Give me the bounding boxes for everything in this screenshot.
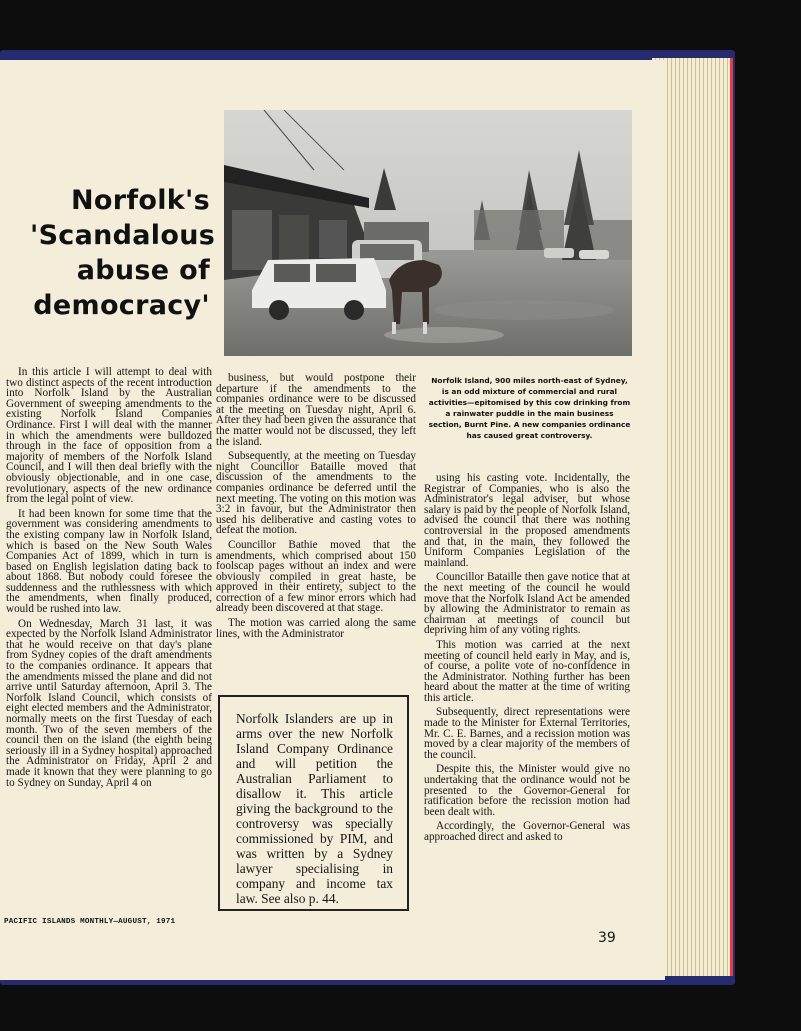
paragraph: Councillor Bathie moved that the amendments, which comprised about 150 foolscap pages without an index and were obviously compiled in great haste, be approved in their entirety, subject to the correction of a few minor errors which had already been discovered at that stage. [216, 538, 416, 615]
street-photo [224, 110, 632, 356]
paragraph: Councillor Bataille then gave notice that at the next meeting of the council he would move that the Norfolk Island Act be amended by allowing the Administrator to remain as chairman at meetings of council but depriving him of any voting rights. [424, 571, 630, 637]
street-scene-image [224, 110, 632, 356]
paragraph: On Wednesday, March 31 last, it was expected by the Norfolk Island Administrator that he would receive on that day's plane from Sydney copies of the draft amendments to the companies ordinance. It appears that the amendments missed the plane and did not arrive until Saturday afternoon, April 3. The Norfolk Island Council, which consists of eight elected members and the Administrator, normally meets on the first Tuesday of each month. Two of the seven members of the council then on the island (the eighth being seriously ill in a Sydney hospital) approached the Administrator on Friday, April 2 and made it known that they were planning to go to Sydney on Sunday, April 4 on [6, 617, 212, 789]
title-line: 'Scandalous [30, 220, 216, 251]
paragraph: using his casting vote. Incidentally, the Registrar of Companies, who is also the Administrator's legal adviser, but whose salary is paid by the people of Norfolk Island, advised the council that there was nothing controversial in the proposed amendments and that, in the main, they followed the Uniform Companies Legislation of the mainland. [424, 472, 630, 569]
callout-text: Norfolk Islanders are up in arms over the new Norfolk Island Company Ordinance and will petition the Australian Parliament to disallow it. This article giving the background to the controversy was specially commissioned by PIM, and was written by a Sydney lawyer specialising in company and income tax law. See also p. 44. [236, 711, 393, 906]
paragraph: The motion was carried along the same lines, with the Administrator [216, 617, 416, 640]
callout-box [218, 695, 409, 911]
paragraph: Subsequently, direct representations were made to the Minister for External Territories, Mr. C. E. Barnes, and a recission motion was moved by a clear majority of the members of the council. [424, 706, 630, 761]
article-title [30, 183, 216, 323]
paragraph: In this article I will attempt to deal with two distinct aspects of the recent introduction into Norfolk Island by the Australian Government of sweeping amendments to the existing Norfolk Island Companies Ordinance. First I will deal with the manner in which the amendments were bulldozed through in the face of opposition from a majority of members of the Norfolk Island Council, and I will then deal briefly with the obviously objectionable, and in one case, revolutionary, aspects of the new ordinance from the legal point of view. [6, 366, 212, 506]
paragraph: Subsequently, at the meeting on Tuesday night Councillor Bataille moved that discussion of the amendments to the companies ordinance be deferred until the next meeting. The voting on this motion was 3:2 in favour, but the Administrator then used his deliberative and casting votes to defeat the motion. [216, 450, 416, 537]
paragraph: Despite this, the Minister would give no undertaking that the ordinance would not be presented to the Governor-General for ratification before the recission motion had been dealt with. [424, 763, 630, 818]
article-column-1 [6, 367, 212, 792]
title-line: Norfolk's [70, 185, 210, 216]
page-number: 39 [598, 930, 616, 946]
page-footer: PACIFIC ISLANDS MONTHLY—AUGUST, 1971 [4, 918, 176, 926]
article-column-3 [424, 473, 630, 847]
magazine-page [0, 60, 665, 980]
paragraph: This motion was carried at the next meeting of council held early in May, and is, of course, a polite vote of no-confidence in the Administrator. Nothing further has been heard about the matter at the time of writing this article. [424, 638, 630, 704]
title-line: abuse of [76, 255, 210, 286]
paragraph: It had been known for some time that the government was considering amendments to the existing company law in Norfolk Island, which is based on the New South Wales Companies Act of 1899, which in turn is based on English legislation dating back to about 1868. But nobody could foresee the suddenness and the ruthlessness with which the amendments, when finally produced, would be rushed into law. [6, 507, 212, 616]
paragraph: business, but would postpone their departure if the amendments to the companies ordinance were to be discussed at the meeting on Tuesday night, April 6. After they had been given the assurance that the matter would not be discussed, they left the island. [216, 372, 416, 448]
photo-caption: Norfolk Island, 900 miles north-east of Sydney, is an odd mixture of commercial and rural activities—epitomised by this cow drinking from a rainwater puddle in the main business section, Burnt Pine. A new companies ordinance has caused great controversy. [428, 376, 631, 440]
article-column-2 [216, 373, 416, 643]
paragraph: Accordingly, the Governor-General was approached direct and asked to [424, 820, 630, 843]
title-line: democracy' [33, 290, 210, 321]
